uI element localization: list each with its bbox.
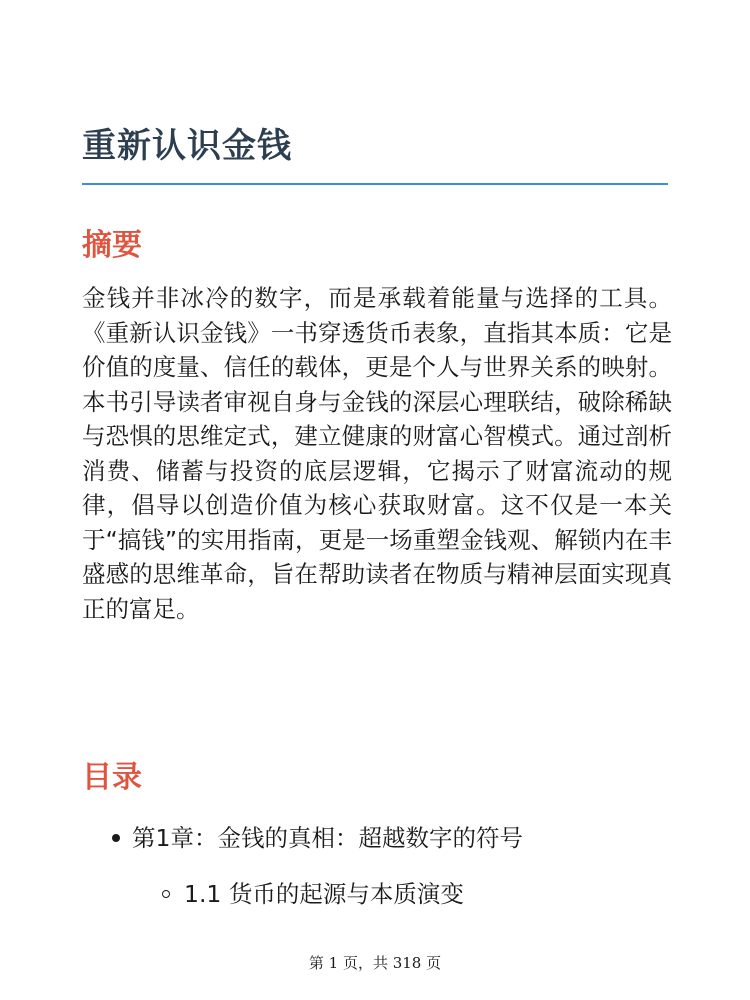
- toc-item-label: 第1章：金钱的真相：超越数字的符号: [132, 824, 523, 852]
- abstract-body: 金钱并非冰冷的数字，而是承载着能量与选择的工具。《重新认识金钱》一书穿透货币表象，直指其本质：它是价值的度量、信任的载体，更是个人与世界关系的映射。本书引导读者审视自身与金钱的深层心理联结，破除稀缺与恐惧的思维定式，建立健康的财富心智模式。通过剖析消费、储蓄与投资的底层逻辑，它揭示了财富流动的规律，倡导以创造价值为核心获取财富。这不仅是一本关于“搞钱”的实用指南，更是一场重塑金钱观、解锁内在丰盛感的思维革命，旨在帮助读者在物质与精神层面实现真正的富足。: [82, 284, 672, 623]
- abstract-heading: 摘要: [82, 228, 142, 263]
- bullet-circle-icon: [162, 890, 170, 898]
- bullet-disc-icon: [112, 834, 120, 842]
- document-title: 重新认识金钱: [82, 126, 292, 166]
- toc-item-section-1-1[interactable]: [162, 875, 464, 909]
- title-divider: [82, 183, 668, 185]
- toc-heading: 目录: [82, 760, 142, 795]
- toc-item-chapter-1[interactable]: [112, 819, 523, 853]
- toc-item-label: 1.1 货币的起源与本质演变: [184, 880, 464, 908]
- page-footer: 第 1 页，共 318 页: [308, 954, 442, 972]
